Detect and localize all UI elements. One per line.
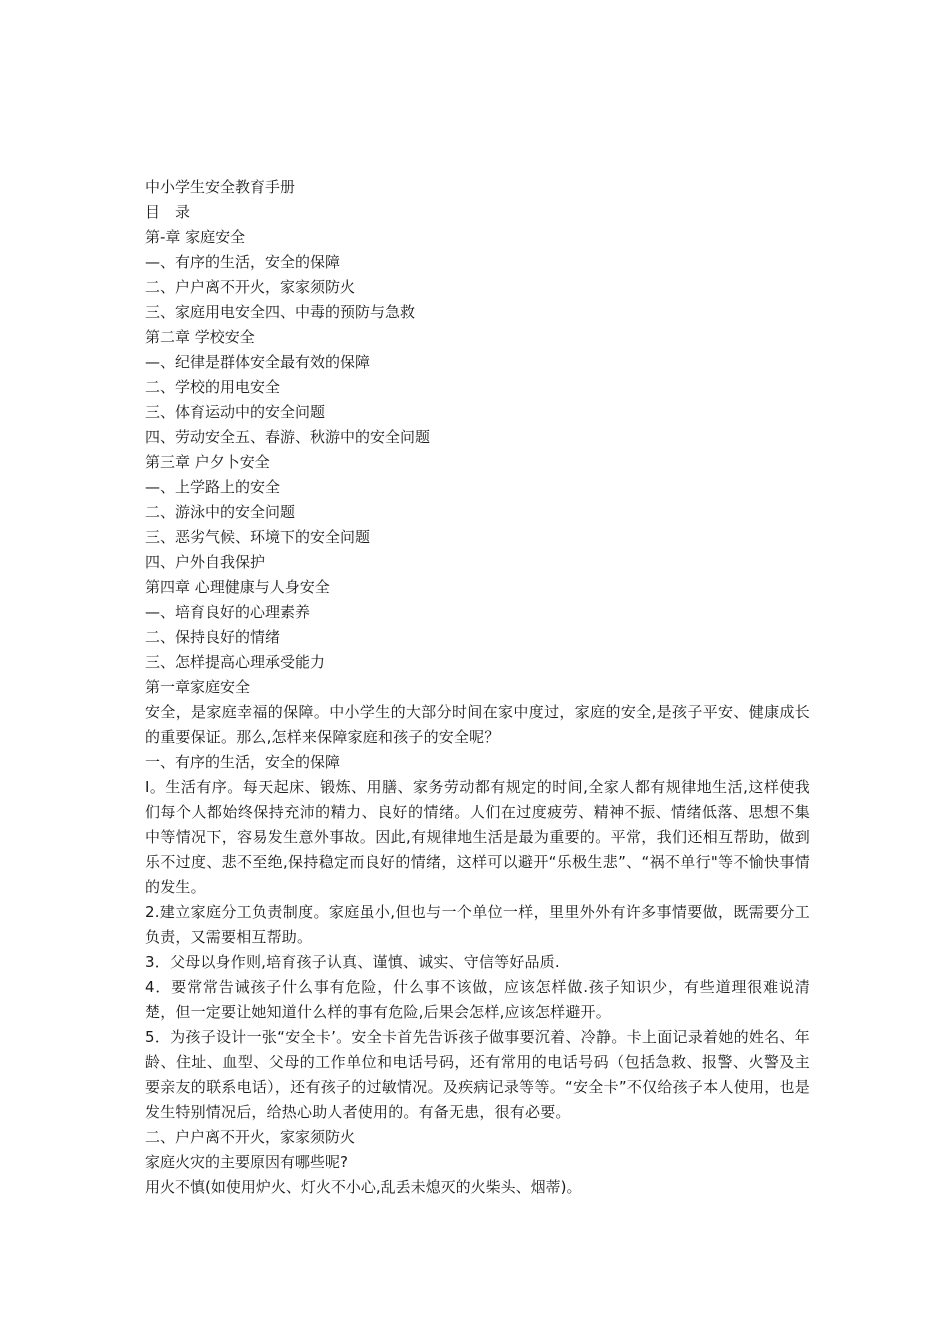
toc-item: 四、户外自我保护 <box>145 553 266 571</box>
section-heading: 二、户户离不开火，家家须防火 <box>145 1128 356 1146</box>
document-title: 中小学生安全教育手册 <box>145 178 296 196</box>
body-paragraph: 2.建立家庭分工负责制度。家庭虽小,但也与一个单位一样，里里外外有许多事情要做，既需要分工负责，又需要相互帮助。 <box>145 903 810 946</box>
toc-item: 三、怎样提高心理承受能力 <box>145 653 326 671</box>
toc-item: —、纪律是群体安全最有效的保障 <box>145 353 371 371</box>
table-of-contents <box>145 225 810 675</box>
section-heading: 一、有序的生活，安全的保障 <box>145 753 341 771</box>
toc-item: 二、游泳中的安全问题 <box>145 503 296 521</box>
toc-item: 第二章 学校安全 <box>145 328 255 346</box>
question-line: 家庭火灾的主要原因有哪些呢? <box>145 1153 348 1171</box>
toc-item: 三、家庭用电安全四、中毒的预防与急救 <box>145 303 416 321</box>
toc-item: 第四章 心理健康与人身安全 <box>145 578 330 596</box>
toc-item: 第三章 户夕卜安全 <box>145 453 270 471</box>
document-page <box>145 175 810 1200</box>
toc-heading: 目 录 <box>145 203 191 221</box>
body-line: 用火不慎(如使用炉火、灯火不小心,乱丢未熄灭的火柴头、烟蒂)。 <box>145 1178 582 1196</box>
body-paragraph: I。生活有序。每天起床、锻炼、用膳、家务劳动都有规定的时间,全家人都有规律地生活,这样使我们每个人都始终保持充沛的精力、良好的情绪。人们在过度疲劳、精神不振、情绪低落、思想不集中等情况下，容易发生意外事故。因此,有规律地生活是最为重要的。平常，我们还相互帮助，做到乐不过度、悲不至绝,保持稳定而良好的情绪，这样可以避开“乐极生悲”、“祸不单行"等不愉快事情的发生。 <box>145 778 810 896</box>
toc-item: —、培育良好的心理素养 <box>145 603 311 621</box>
toc-item: 二、学校的用电安全 <box>145 378 281 396</box>
toc-item: —、上学路上的安全 <box>145 478 281 496</box>
toc-item: 第-章 家庭安全 <box>145 228 246 246</box>
toc-item: 三、恶劣气候、环境下的安全问题 <box>145 528 371 546</box>
toc-item: 三、体育运动中的安全问题 <box>145 403 326 421</box>
body-paragraph: 4．要常常告诫孩子什么事有危险，什么事不该做，应该怎样做.孩子知识少，有些道理很难说清楚，但一定要让她知道什么样的事有危险,后果会怎样,应该怎样避开。 <box>145 978 810 1021</box>
toc-item: 二、户户离不开火，家家须防火 <box>145 278 356 296</box>
body-paragraph: 5．为孩子设计一张“安全卡’。安全卡首先告诉孩子做事要沉着、冷静。卡上面记录着她的姓名、年龄、住址、血型、父母的工作单位和电话号码，还有常用的电话号码（包括急救、报警、火警及主要亲友的联系电话），还有孩子的过敏情况。及疾病记录等等。“安全卡”不仅给孩子本人使用，也是发生特别情况后，给热心助人者使用的。有备无患，很有必要。 <box>145 1028 810 1121</box>
toc-item: —、有序的生活，安全的保障 <box>145 253 341 271</box>
toc-item: 二、保持良好的情绪 <box>145 628 281 646</box>
body-paragraph: 3．父母以身作则,培育孩子认真、谨慎、诚实、守信等好品质. <box>145 953 560 971</box>
toc-item: 四、劳动安全五、春游、秋游中的安全问题 <box>145 428 431 446</box>
chapter-heading: 第一章家庭安全 <box>145 678 251 696</box>
intro-paragraph: 安全，是家庭幸福的保障。中小学生的大部分时间在家中度过，家庭的安全,是孩子平安、健康成长的重要保证。那么,怎样来保障家庭和孩子的安全呢？ <box>145 703 810 746</box>
